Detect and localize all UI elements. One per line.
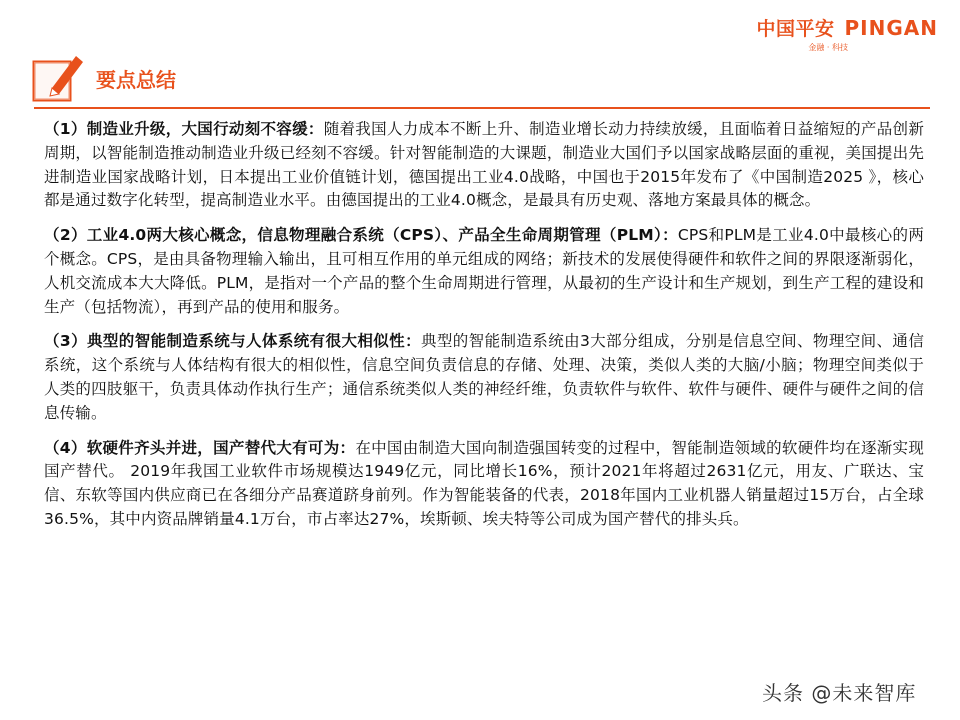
- paragraph-4-body: 在中国由制造大国向制造强国转变的过程中，智能制造领域的软硬件均在逐渐实现国产替代。 2019年我国工业软件市场规模达1949亿元，同比增长16%，预计2021年将超过2631亿元，用友、广联达、宝信、东软等国内供应商已在各细分产品赛道跻身前列。作为智能装备的代表，2018年国内工业机器人销量超过15万台，占全球36.5%，其中内资品牌销量4.1万台，市占率达27%，埃斯顿、埃夫特等公司成为国产替代的排头兵。: [44, 438, 924, 528]
- header-divider: [34, 107, 930, 109]
- paragraph-1-heading: （1）制造业升级，大国行动刻不容缓：: [44, 120, 324, 138]
- summary-content: [44, 118, 924, 543]
- paragraph-2-heading: （2）工业4.0两大核心概念，信息物理融合系统（CPS）、产品全生命周期管理（PLM）：: [44, 226, 678, 245]
- paragraph-3-body: 典型的智能制造系统由3大部分组成，分别是信息空间、物理空间、通信系统，这个系统与人体结构有很大的相似性，信息空间负责信息的存储、处理、决策，类似人类的大脑/小脑；物理空间类似于人类的四肢躯干，负责具体动作执行生产；通信系统类似人类的神经纤维，负责软件与软件、软件与硬件、硬件与硬件之间的信息传输。: [44, 332, 924, 422]
- pingan-logo: [738, 14, 938, 58]
- logo-cn-text: 中国平安: [756, 18, 835, 40]
- paragraph-4-heading: （4）软硬件齐头并进，国产替代大有可为：: [44, 438, 356, 457]
- paragraph-3-heading: （3）典型的智能制造系统与人体系统有很大相似性：: [44, 332, 421, 351]
- watermark-text: 头条 @未来智库: [762, 680, 917, 705]
- section-title: 要点总结: [96, 68, 176, 92]
- logo-subtitle: 金融 · 科技: [808, 43, 848, 52]
- summary-paragraph-2: [44, 224, 924, 319]
- summary-paragraph-3: [44, 330, 924, 425]
- paragraph-2-body: CPS和PLM是工业4.0中最核心的两个概念。CPS，是由具备物理输入输出，且可相互作用的单元组成的网络；新技术的发展使得硬件和软件之间的界限逐渐弱化，人机交流成本大大降低。PLM，是指对一个产品的整个生命周期进行管理，从最初的生产设计和生产规划，到生产工程的建设和生产（包括物流），再到产品的使用和服务。: [44, 226, 924, 316]
- notepad-pencil-icon: [30, 48, 88, 106]
- paragraph-1-body: 随着我国人力成本不断上升、制造业增长动力持续放缓，且面临着日益缩短的产品创新周期，以智能制造推动制造业升级已经刻不容缓。针对智能制造的大课题，制造业大国们予以国家战略层面的重视，美国提出先进制造业国家战略计划，日本提出工业价值链计划，德国提出工业4.0战略，中国也于2015年发布了《中国制造2025 》，核心都是通过数字化转型，提高制造业水平。由德国提出的工业4.0概念，是最具有历史观、落地方案最具体的概念。: [44, 120, 924, 210]
- summary-paragraph-1: [44, 118, 924, 213]
- watermark: [762, 676, 952, 706]
- logo-en-text: PINGAN: [844, 15, 938, 40]
- summary-paragraph-4: [44, 437, 924, 532]
